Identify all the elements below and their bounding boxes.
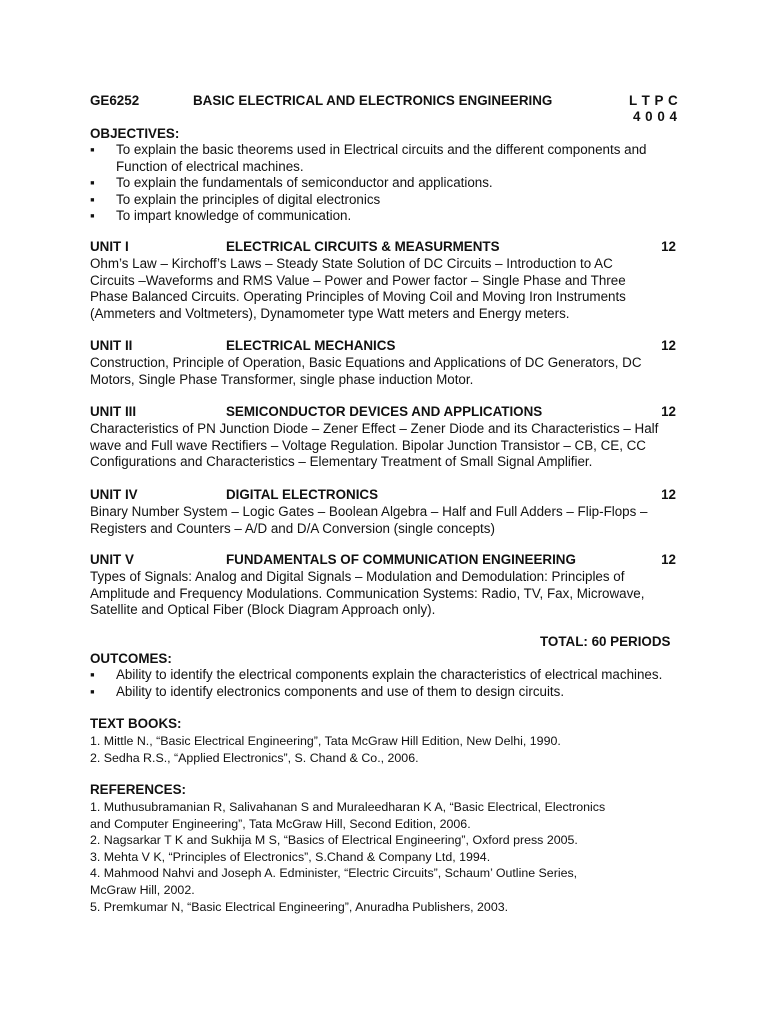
bullet-icon: ▪ [90,667,95,682]
list-item: ▪ Ability to identify the electrical components explain the characteristics of electrical machines. [90,667,663,682]
unit-title: ELECTRICAL CIRCUITS & MEASURMENTS [226,239,500,254]
unit-hours: 12 [661,239,676,254]
list-item: 4. Mahmood Nahvi and Joseph A. Edminister, “Electric Circuits”, Schaum’ Outline Series, [90,866,578,881]
list-item: 1. Mittle N., “Basic Electrical Engineering”, Tata McGraw Hill Edition, New Delhi, 1990. [90,734,561,748]
unit-heading [90,487,676,504]
objectives-list [90,142,680,225]
list-item: ▪ To explain the principles of digital electronics [90,191,381,207]
list-item: 3. Mehta V K, “Principles of Electronics”, S.Chand & Company Ltd, 1994. [90,849,491,864]
unit-number: UNIT IV [90,487,138,502]
unit-title: SEMICONDUCTOR DEVICES AND APPLICATIONS [226,404,543,419]
list-item: ▪ Ability to identify electronics components and use of them to design circuits. [90,683,565,699]
list-item: 2. Nagsarkar T K and Sukhija M S, “Basics of Electrical Engineering”, Oxford press 2005. [90,833,578,848]
bullet-icon: ▪ [90,208,95,224]
unit-number: UNIT II [90,338,133,353]
bullet-icon: ▪ [90,142,95,157]
unit-body: Ohm’s Law – Kirchoff’s Laws – Steady State Solution of DC Circuits – Introduction to AC Circuits –Waveforms and RMS Value – Power and Power factor – Single Phase and Three Phase Balanced Circuits. Operating Principles of Moving Coil and Moving Iron Instruments (Ammeters and Voltmeters), Dynamometer type Watt meters and Energy meters. [90,256,626,321]
unit-body: Binary Number System – Logic Gates – Boolean Algebra – Half and Full Adders – Flip-Flops – Registers and Counters – A/D and D/A Conversion (single concepts) [90,504,648,536]
unit-number: UNIT III [90,404,137,419]
unit-heading [90,552,676,569]
outcomes-list [90,667,680,700]
unit-heading [90,338,676,355]
bullet-icon: ▪ [90,175,95,191]
unit-title: ELECTRICAL MECHANICS [226,338,396,353]
unit-title: DIGITAL ELECTRONICS [226,487,379,502]
references-list [90,799,680,915]
unit-number: UNIT V [90,552,134,567]
bullet-icon: ▪ [90,191,95,207]
unit-body: Types of Signals: Analog and Digital Signals – Modulation and Demodulation: Principles of Amplitude and Frequency Modulations. Communication Systems: Radio, TV, Fax, Microwave, Satellite and Optical Fiber (Block Diagram Approach only). [90,569,645,618]
list-item: 1. Muthusubramanian R, Salivahanan S and Muraleedharan K A, “Basic Electrical, Electronics [90,800,606,814]
bullet-icon: ▪ [90,683,95,699]
total-periods: TOTAL: 60 PERIODS [540,634,671,649]
list-item: and Computer Engineering”, Tata McGraw Hill, Second Edition, 2006. [90,816,471,831]
list-item: ▪ To impart knowledge of communication. [90,208,352,224]
list-item: ▪ To explain the fundamentals of semiconductor and applications. [90,175,493,191]
references-heading: REFERENCES: [90,782,186,797]
list-item: ▪ To explain the basic theorems used in Electrical circuits and the different components and Function of electrical machines. [90,142,647,174]
objectives-heading: OBJECTIVES: [90,126,180,141]
unit-heading [90,239,676,256]
course-code: GE6252 [90,93,140,108]
ltpc-values: 4 0 0 4 [633,109,678,124]
unit-number: UNIT I [90,239,129,254]
unit-hours: 12 [661,487,676,502]
unit-hours: 12 [661,552,676,567]
text-books-heading: TEXT BOOKS: [90,716,182,731]
unit-hours: 12 [661,404,676,419]
unit-heading [90,404,676,421]
list-item: 2. Sedha R.S., “Applied Electronics”, S. Chand & Co., 2006. [90,750,419,765]
list-item: McGraw Hill, 2002. [90,882,195,897]
list-item: 5. Premkumar N, “Basic Electrical Engineering”, Anuradha Publishers, 2003. [90,899,509,914]
unit-hours: 12 [661,338,676,353]
unit-body: Characteristics of PN Junction Diode – Zener Effect – Zener Diode and its Characteristics – Half wave and Full wave Rectifiers – Voltage Regulation. Bipolar Junction Transistor – CB, CE, CC Configurations and Characteristics – Elementary Treatment of Small Signal Amplifier. [90,421,659,470]
unit-body: Construction, Principle of Operation, Basic Equations and Applications of DC Generators, DC Motors, Single Phase Transformer, single phase induction Motor. [90,355,642,387]
ltpc-label: L T P C [629,93,679,108]
unit-title: FUNDAMENTALS OF COMMUNICATION ENGINEERING [226,552,576,567]
text-books-list [90,733,680,766]
course-title: BASIC ELECTRICAL AND ELECTRONICS ENGINEERING [193,93,553,108]
outcomes-heading: OUTCOMES: [90,651,172,666]
